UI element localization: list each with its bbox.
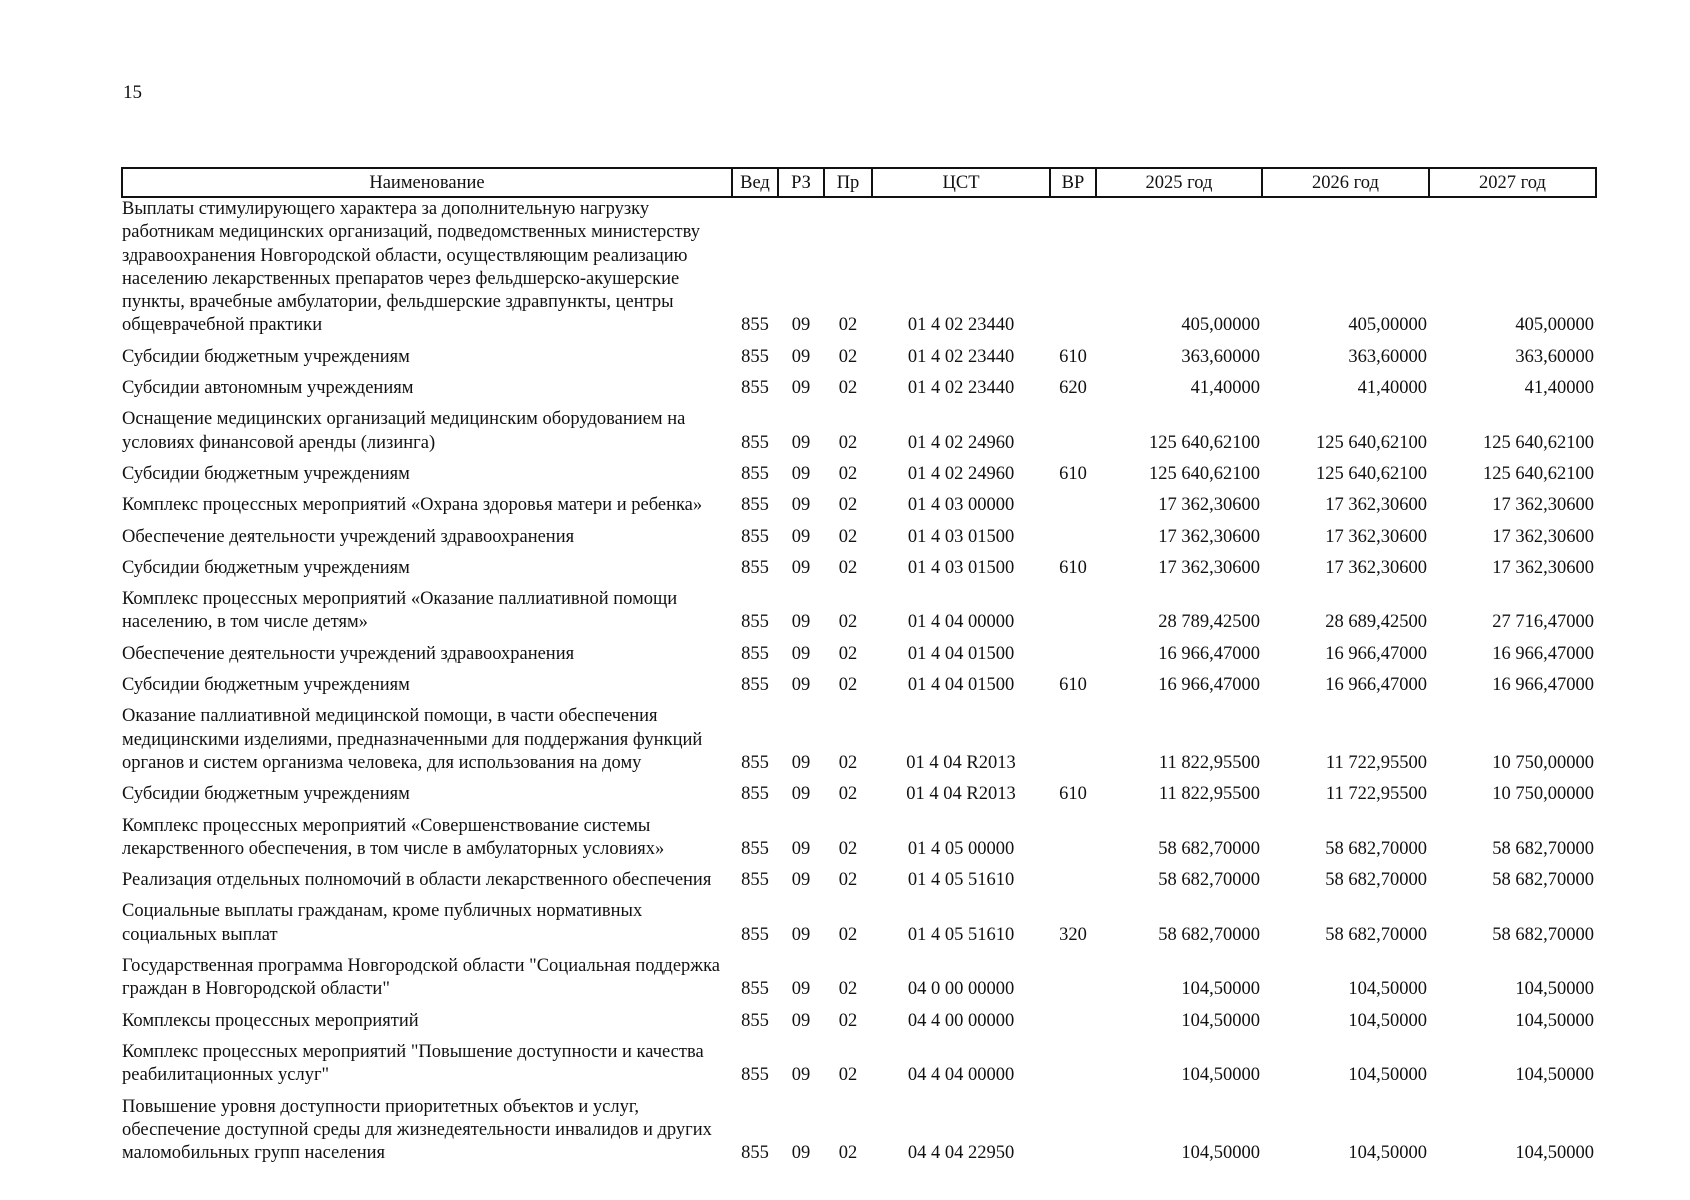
cell-cst: 01 4 04 00000 — [907, 612, 1015, 633]
cell-rz: 09 — [791, 526, 811, 547]
cell-2025: 104,50000 — [1181, 979, 1260, 1000]
cell-pr: 02 — [838, 870, 858, 891]
cell-2026: 11 722,95500 — [1325, 752, 1427, 773]
cell-2026: 11 722,95500 — [1325, 784, 1427, 805]
cell-2026: 17 362,30600 — [1325, 557, 1427, 578]
page-number: 15 — [123, 82, 142, 103]
cell-name: Субсидии бюджетным учреждениям — [122, 346, 410, 367]
cell-ved: 855 — [741, 495, 769, 516]
cell-2027: 104,50000 — [1515, 979, 1594, 1000]
cell-2027: 17 362,30600 — [1492, 557, 1594, 578]
table-row — [122, 197, 1596, 341]
cell-vr: 620 — [1059, 378, 1087, 399]
cell-2026: 28 689,42500 — [1325, 612, 1427, 633]
cell-2025: 405,00000 — [1181, 315, 1260, 336]
budget-table — [121, 167, 1597, 1168]
cell-pr: 02 — [838, 1065, 858, 1086]
cell-pr: 02 — [838, 346, 858, 367]
cell-cst: 01 4 02 24960 — [907, 432, 1015, 453]
cell-2025: 104,50000 — [1181, 1143, 1260, 1164]
cell-name: Повышение уровня доступности приоритетных объектов и услуг, обеспечение доступной среды для жизнедеятельности инвалидов и других маломобильных групп населения — [122, 1096, 712, 1164]
cell-name: Оснащение медицинских организаций медицинским оборудованием на условиях финансовой аренды (лизинга) — [122, 409, 686, 453]
cell-rz: 09 — [791, 1143, 811, 1164]
cell-name: Обеспечение деятельности учреждений здравоохранения — [122, 526, 575, 547]
cell-cst: 04 0 00 00000 — [907, 979, 1015, 1000]
cell-name: Субсидии бюджетным учреждениям — [122, 784, 410, 805]
cell-2026: 405,00000 — [1348, 315, 1427, 336]
table-row — [122, 341, 1596, 372]
cell-name: Субсидии автономным учреждениям — [122, 378, 414, 399]
cell-vr — [1050, 583, 1096, 638]
cell-pr: 02 — [838, 463, 858, 484]
cell-name: Комплекс процессных мероприятий «Охрана здоровья матери и ребенка» — [122, 495, 703, 516]
cell-2026: 58 682,70000 — [1325, 870, 1427, 891]
table-row — [122, 669, 1596, 700]
cell-vr: 610 — [1059, 784, 1087, 805]
cell-name: Социальные выплаты гражданам, кроме публичных нормативных социальных выплат — [122, 901, 643, 945]
cell-cst: 01 4 03 00000 — [907, 495, 1015, 516]
cell-rz: 09 — [791, 924, 811, 945]
cell-ved: 855 — [741, 1065, 769, 1086]
cell-rz: 09 — [791, 346, 811, 367]
cell-cst: 04 4 04 22950 — [907, 1143, 1015, 1164]
cell-pr: 02 — [838, 315, 858, 336]
cell-2025: 58 682,70000 — [1158, 838, 1260, 859]
cell-pr: 02 — [838, 495, 858, 516]
cell-cst: 01 4 02 23440 — [907, 315, 1015, 336]
cell-vr — [1050, 864, 1096, 895]
cell-2027: 104,50000 — [1515, 1010, 1594, 1031]
cell-pr: 02 — [838, 675, 858, 696]
table-row — [122, 458, 1596, 489]
cell-ved: 855 — [741, 557, 769, 578]
cell-vr: 610 — [1059, 675, 1087, 696]
cell-pr: 02 — [838, 378, 858, 399]
cell-2026: 104,50000 — [1348, 1065, 1427, 1086]
cell-2027: 41,40000 — [1524, 378, 1594, 399]
table-header-row — [122, 168, 1596, 197]
cell-vr — [1050, 810, 1096, 865]
table-row — [122, 583, 1596, 638]
cell-cst: 01 4 04 01500 — [907, 675, 1015, 696]
table-row — [122, 403, 1596, 458]
table-row — [122, 810, 1596, 865]
cell-cst: 01 4 04 01500 — [907, 643, 1015, 664]
cell-cst: 01 4 04 R2013 — [906, 784, 1016, 805]
cell-pr: 02 — [838, 612, 858, 633]
cell-2025: 16 966,47000 — [1158, 643, 1260, 664]
header-name: Наименование — [122, 168, 732, 197]
header-2025: 2025 год — [1096, 168, 1262, 197]
table-row — [122, 778, 1596, 809]
cell-ved: 855 — [741, 784, 769, 805]
table-body — [122, 197, 1596, 1168]
cell-cst: 01 4 05 51610 — [907, 924, 1015, 945]
cell-2025: 125 640,62100 — [1149, 463, 1260, 484]
cell-name: Оказание паллиативной медицинской помощи, в части обеспечения медицинскими изделиями, предназначенными для поддержания функций органов и систем организма человека, для использования на дому — [122, 706, 703, 773]
header-2027: 2027 год — [1429, 168, 1596, 197]
cell-2027: 104,50000 — [1515, 1143, 1594, 1164]
table-row — [122, 521, 1596, 552]
cell-name: Реализация отдельных полномочий в области лекарственного обеспечения — [122, 870, 712, 891]
header-vr: ВР — [1050, 168, 1096, 197]
cell-cst: 01 4 04 R2013 — [906, 752, 1016, 773]
cell-rz: 09 — [791, 838, 811, 859]
cell-ved: 855 — [741, 315, 769, 336]
cell-name: Субсидии бюджетным учреждениям — [122, 557, 410, 578]
cell-rz: 09 — [791, 643, 811, 664]
header-ved: Вед — [732, 168, 778, 197]
cell-2026: 16 966,47000 — [1325, 675, 1427, 696]
cell-vr: 610 — [1059, 346, 1087, 367]
cell-pr: 02 — [838, 752, 858, 773]
cell-2025: 58 682,70000 — [1158, 870, 1260, 891]
table-row — [122, 372, 1596, 403]
cell-2027: 58 682,70000 — [1492, 870, 1594, 891]
cell-pr: 02 — [838, 557, 858, 578]
cell-2026: 125 640,62100 — [1316, 463, 1427, 484]
table-row — [122, 489, 1596, 520]
cell-name: Обеспечение деятельности учреждений здравоохранения — [122, 643, 575, 664]
cell-cst: 01 4 02 24960 — [907, 463, 1015, 484]
table-row — [122, 864, 1596, 895]
cell-cst: 04 4 00 00000 — [907, 1010, 1015, 1031]
cell-ved: 855 — [741, 870, 769, 891]
cell-rz: 09 — [791, 463, 811, 484]
cell-pr: 02 — [838, 838, 858, 859]
cell-2026: 58 682,70000 — [1325, 838, 1427, 859]
cell-name: Субсидии бюджетным учреждениям — [122, 675, 410, 696]
cell-pr: 02 — [838, 979, 858, 1000]
table-row — [122, 1091, 1596, 1169]
cell-vr — [1050, 638, 1096, 669]
cell-2026: 104,50000 — [1348, 1010, 1427, 1031]
cell-ved: 855 — [741, 346, 769, 367]
cell-rz: 09 — [791, 752, 811, 773]
cell-ved: 855 — [741, 838, 769, 859]
cell-2025: 17 362,30600 — [1158, 495, 1260, 516]
cell-rz: 09 — [791, 557, 811, 578]
cell-cst: 01 4 05 51610 — [907, 870, 1015, 891]
cell-2027: 17 362,30600 — [1492, 526, 1594, 547]
cell-ved: 855 — [741, 979, 769, 1000]
cell-ved: 855 — [741, 612, 769, 633]
cell-vr: 610 — [1059, 463, 1087, 484]
cell-2027: 58 682,70000 — [1492, 838, 1594, 859]
cell-2026: 363,60000 — [1348, 346, 1427, 367]
cell-name: Выплаты стимулирующего характера за дополнительную нагрузку работникам медицинских организаций, подведомственных министерству здравоохранения Новгородской области, осуществляющим реализацию населению лекарственных препаратов через фельдшерско-акушерские пункты, врачебные амбулатории, фельдшерские здравпункты, центры общеврачебной практики — [122, 199, 700, 336]
cell-2025: 58 682,70000 — [1158, 924, 1260, 945]
cell-2026: 58 682,70000 — [1325, 924, 1427, 945]
cell-2027: 125 640,62100 — [1483, 432, 1594, 453]
cell-vr — [1050, 950, 1096, 1005]
cell-pr: 02 — [838, 432, 858, 453]
cell-cst: 01 4 05 00000 — [907, 838, 1015, 859]
cell-ved: 855 — [741, 675, 769, 696]
cell-2026: 17 362,30600 — [1325, 495, 1427, 516]
cell-pr: 02 — [838, 526, 858, 547]
cell-cst: 04 4 04 00000 — [907, 1065, 1015, 1086]
cell-ved: 855 — [741, 643, 769, 664]
cell-pr: 02 — [838, 784, 858, 805]
cell-pr: 02 — [838, 1143, 858, 1164]
cell-2027: 10 750,00000 — [1492, 784, 1594, 805]
cell-2027: 17 362,30600 — [1492, 495, 1594, 516]
cell-ved: 855 — [741, 1010, 769, 1031]
cell-2026: 16 966,47000 — [1325, 643, 1427, 664]
cell-2026: 104,50000 — [1348, 979, 1427, 1000]
cell-ved: 855 — [741, 1143, 769, 1164]
cell-vr — [1050, 521, 1096, 552]
cell-rz: 09 — [791, 979, 811, 1000]
cell-rz: 09 — [791, 675, 811, 696]
table-row — [122, 895, 1596, 950]
cell-2025: 363,60000 — [1181, 346, 1260, 367]
header-2026: 2026 год — [1262, 168, 1429, 197]
cell-2026: 41,40000 — [1357, 378, 1427, 399]
cell-2027: 125 640,62100 — [1483, 463, 1594, 484]
cell-vr — [1050, 700, 1096, 778]
cell-vr: 610 — [1059, 557, 1087, 578]
cell-rz: 09 — [791, 612, 811, 633]
cell-2027: 363,60000 — [1515, 346, 1594, 367]
cell-2026: 104,50000 — [1348, 1143, 1427, 1164]
cell-pr: 02 — [838, 924, 858, 945]
cell-2025: 16 966,47000 — [1158, 675, 1260, 696]
table-row — [122, 1036, 1596, 1091]
cell-name: Комплекс процессных мероприятий "Повышение доступности и качества реабилитационных услуг" — [122, 1041, 704, 1086]
cell-name: Комплекс процессных мероприятий «Совершенствование системы лекарственного обеспечения, в том числе в амбулаторных условиях» — [122, 815, 665, 859]
cell-pr: 02 — [838, 1010, 858, 1031]
cell-2027: 58 682,70000 — [1492, 924, 1594, 945]
cell-2027: 405,00000 — [1515, 315, 1594, 336]
cell-rz: 09 — [791, 495, 811, 516]
cell-2025: 17 362,30600 — [1158, 557, 1260, 578]
cell-2027: 16 966,47000 — [1492, 643, 1594, 664]
cell-vr — [1050, 197, 1096, 341]
cell-2025: 41,40000 — [1190, 378, 1260, 399]
cell-cst: 01 4 02 23440 — [907, 378, 1015, 399]
cell-ved: 855 — [741, 463, 769, 484]
cell-rz: 09 — [791, 378, 811, 399]
cell-2025: 28 789,42500 — [1158, 612, 1260, 633]
cell-cst: 01 4 02 23440 — [907, 346, 1015, 367]
header-rz: РЗ — [778, 168, 824, 197]
cell-vr — [1050, 1036, 1096, 1091]
cell-cst: 01 4 03 01500 — [907, 526, 1015, 547]
cell-2027: 104,50000 — [1515, 1065, 1594, 1086]
cell-2025: 125 640,62100 — [1149, 432, 1260, 453]
cell-vr: 320 — [1059, 924, 1087, 945]
table-row — [122, 700, 1596, 778]
cell-pr: 02 — [838, 643, 858, 664]
cell-ved: 855 — [741, 752, 769, 773]
cell-ved: 855 — [741, 378, 769, 399]
cell-name: Государственная программа Новгородской области "Социальная поддержка граждан в Новгородской области" — [122, 956, 720, 1000]
cell-2026: 125 640,62100 — [1316, 432, 1427, 453]
cell-2025: 104,50000 — [1181, 1010, 1260, 1031]
cell-2027: 16 966,47000 — [1492, 675, 1594, 696]
cell-rz: 09 — [791, 784, 811, 805]
cell-2025: 104,50000 — [1181, 1065, 1260, 1086]
cell-2027: 10 750,00000 — [1492, 752, 1594, 773]
table-row — [122, 552, 1596, 583]
cell-rz: 09 — [791, 1065, 811, 1086]
cell-ved: 855 — [741, 924, 769, 945]
cell-cst: 01 4 03 01500 — [907, 557, 1015, 578]
cell-rz: 09 — [791, 1010, 811, 1031]
cell-name: Комплексы процессных мероприятий — [122, 1010, 419, 1031]
cell-name: Комплекс процессных мероприятий «Оказание паллиативной помощи населению, в том числе детям» — [122, 589, 678, 633]
cell-2025: 11 822,95500 — [1158, 752, 1260, 773]
cell-rz: 09 — [791, 432, 811, 453]
cell-name: Субсидии бюджетным учреждениям — [122, 463, 410, 484]
cell-2026: 17 362,30600 — [1325, 526, 1427, 547]
cell-2025: 11 822,95500 — [1158, 784, 1260, 805]
cell-2027: 27 716,47000 — [1492, 612, 1594, 633]
cell-ved: 855 — [741, 432, 769, 453]
cell-vr — [1050, 1091, 1096, 1169]
table-row — [122, 638, 1596, 669]
cell-rz: 09 — [791, 315, 811, 336]
cell-vr — [1050, 403, 1096, 458]
cell-vr — [1050, 1005, 1096, 1036]
header-cst: ЦСТ — [872, 168, 1050, 197]
cell-vr — [1050, 489, 1096, 520]
cell-ved: 855 — [741, 526, 769, 547]
cell-rz: 09 — [791, 870, 811, 891]
cell-2025: 17 362,30600 — [1158, 526, 1260, 547]
table-row — [122, 1005, 1596, 1036]
header-pr: Пр — [824, 168, 872, 197]
table-row — [122, 950, 1596, 1005]
